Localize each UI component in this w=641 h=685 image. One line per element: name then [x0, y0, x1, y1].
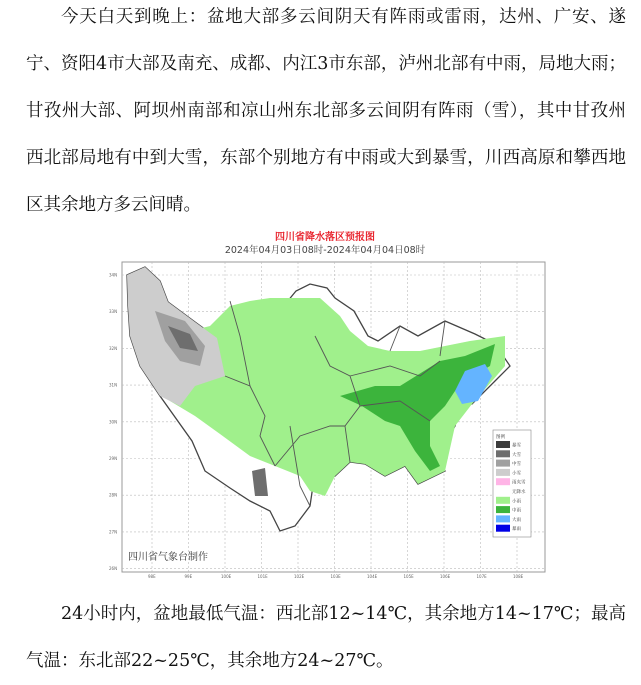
legend-label: 暴雪: [512, 443, 521, 449]
lon-tick-label: 105E: [403, 574, 414, 579]
legend-label: 雨夹雪: [512, 480, 526, 486]
forecast-paragraph-daytime: 今天白天到晚上：盆地大部多云间阴天有阵雨或雷雨，达州、广安、遂宁、资阳4市大部及南充、成都、内江3市东部，泸州北部有中雨，局地大雨；甘孜州大部、阿坝州南部和凉山州东北部多云间阴有阵雨（雪），其中甘孜州西北部局地有中到大雪，东部个别地方有中雨或大到暴雪，川西高原和攀西地区其余地方多云间晴。: [26, 7, 626, 215]
legend-swatch: [496, 450, 510, 457]
map-legend: [493, 430, 531, 537]
legend-label: 大雪: [512, 452, 521, 458]
legend-swatch: [496, 469, 510, 476]
legend-label: 中雪: [512, 462, 521, 468]
legend-swatch: [496, 488, 510, 495]
legend-label: 小雪: [512, 471, 521, 477]
legend-swatch: [496, 506, 510, 513]
legend-label: 小雨: [512, 499, 521, 505]
lon-tick-label: 103E: [330, 574, 341, 579]
lon-tick-label: 99E: [184, 574, 193, 579]
legend-swatch: [496, 441, 510, 448]
legend-label: 无降水: [512, 490, 526, 495]
legend-label: 中雨: [512, 508, 521, 514]
lat-tick-label: 31N: [109, 382, 118, 388]
lat-tick-label: 34N: [109, 272, 118, 278]
map-subtitle: 2024年04月03日08时-2024年04月04日08时: [224, 245, 426, 256]
legend-label: 暴雨: [512, 527, 521, 533]
lat-tick-label: 28N: [109, 492, 118, 498]
lon-tick-label: 101E: [257, 574, 268, 579]
map-canvas: [100, 226, 550, 582]
legend-swatch: [496, 525, 510, 532]
lon-tick-label: 104E: [367, 574, 378, 579]
legend-swatch: [496, 460, 510, 467]
map-credit: 四川省气象台制作: [128, 552, 208, 563]
lon-tick-label: 98E: [148, 574, 156, 579]
legend-swatch: [496, 515, 510, 522]
lon-tick-label: 100E: [221, 574, 232, 579]
lon-tick-label: 108E: [513, 574, 524, 579]
lon-tick-label: 106E: [440, 574, 451, 579]
lon-tick-label: 107E: [476, 574, 487, 579]
lat-tick-label: 30N: [109, 419, 118, 425]
temperature-paragraph: 24小时内，盆地最低气温：西北部12~14℃，其余地方14~17℃；最高气温：东北部22~25℃，其余地方24~27℃。: [26, 604, 626, 671]
legend-title: 图例: [496, 435, 505, 440]
lat-tick-label: 32N: [109, 345, 118, 351]
lat-tick-label: 26N: [109, 566, 118, 572]
precipitation-forecast-map: [100, 226, 550, 582]
lat-tick-label: 33N: [109, 309, 118, 315]
lat-tick-label: 27N: [109, 529, 118, 535]
legend-label: 大雨: [512, 517, 521, 523]
lat-tick-label: 29N: [109, 456, 118, 461]
legend-swatch: [496, 478, 510, 485]
lon-tick-label: 102E: [294, 574, 305, 579]
map-title: 四川省降水落区预报图: [275, 232, 375, 243]
legend-swatch: [496, 497, 510, 504]
